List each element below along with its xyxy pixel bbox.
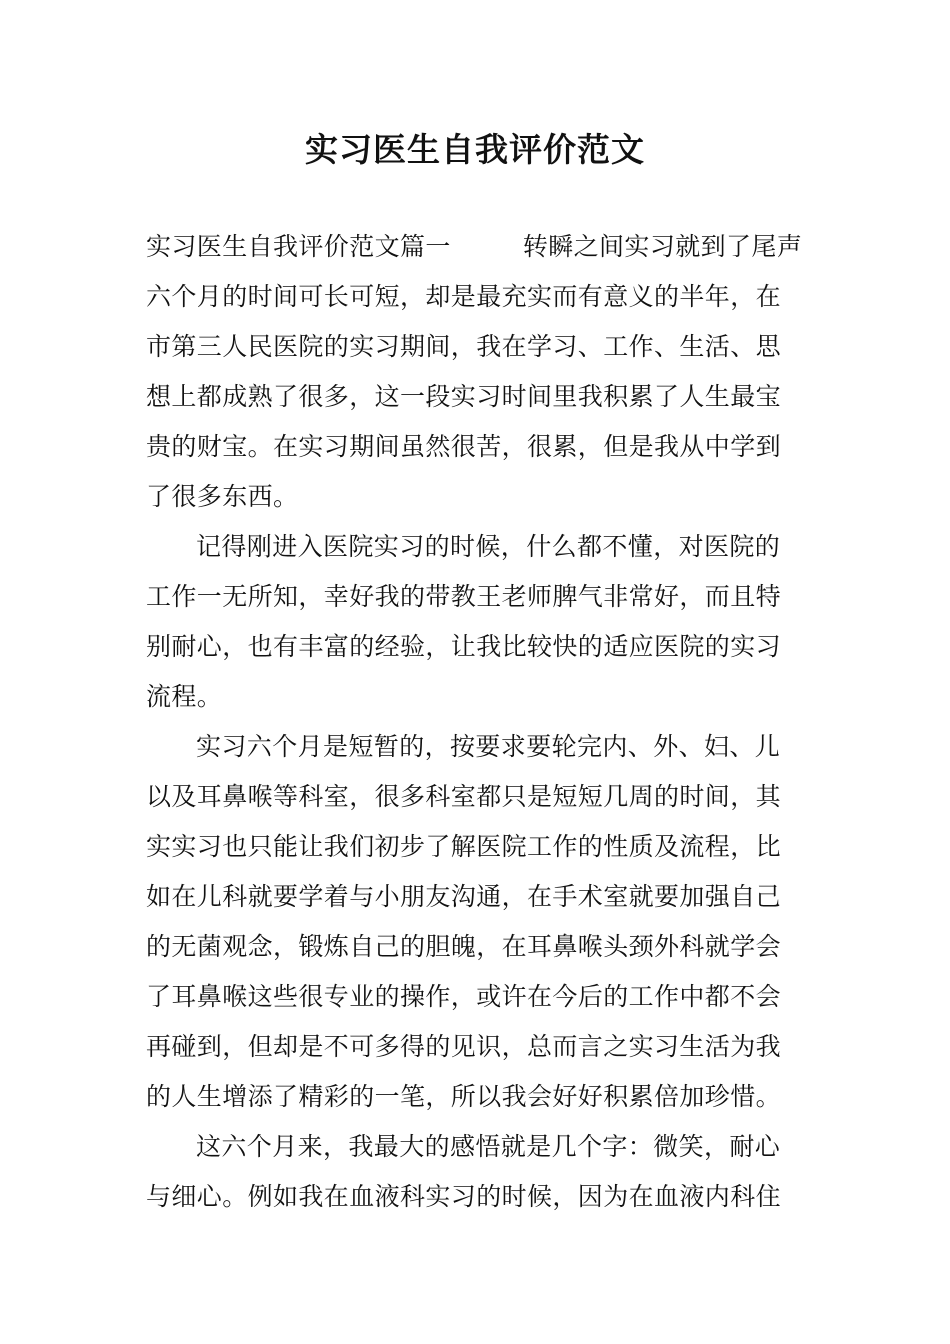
text-line-7: 记得刚进入医院实习的时候，什么都不懂，对医院的 xyxy=(196,532,781,561)
text-line-20: 与细心。例如我在血液科实习的时候，因为在血液内科住 xyxy=(146,1182,782,1211)
section-heading: 实习医生自我评价范文篇一 xyxy=(146,232,451,261)
text-line-11: 实习六个月是短暂的，按要求要轮完内、外、妇、儿 xyxy=(196,732,781,761)
text-line-12: 以及耳鼻喉等科室，很多科室都只是短短几周的时间，其 xyxy=(146,782,782,811)
text-line-2: 六个月的时间可长可短，却是最充实而有意义的半年，在 xyxy=(146,282,782,311)
text-line-17: 再碰到，但却是不可多得的见识，总而言之实习生活为我 xyxy=(146,1032,782,1061)
text-line-3: 市第三人民医院的实习期间，我在学习、工作、生活、思 xyxy=(146,332,782,361)
text-line-8: 工作一无所知，幸好我的带教王老师脾气非常好，而且特 xyxy=(146,582,782,611)
document-title: 实习医生自我评价范文 xyxy=(305,130,645,169)
text-line-1 xyxy=(146,222,808,272)
text-line-15: 的无菌观念，锻炼自己的胆魄，在耳鼻喉头颈外科就学会 xyxy=(146,932,782,961)
section-first-sentence: 转瞬之间实习就到了尾声 xyxy=(522,232,803,261)
text-line-5: 贵的财宝。在实习期间虽然很苦，很累，但是我从中学到 xyxy=(146,432,782,461)
text-line-18: 的人生增添了精彩的一笔，所以我会好好积累倍加珍惜。 xyxy=(146,1082,782,1111)
text-line-13: 实实习也只能让我们初步了解医院工作的性质及流程，比 xyxy=(146,832,782,861)
text-line-10: 流程。 xyxy=(146,682,223,711)
text-line-16: 了耳鼻喉这些很专业的操作，或许在今后的工作中都不会 xyxy=(146,982,782,1011)
text-line-4: 想上都成熟了很多，这一段实习时间里我积累了人生最宝 xyxy=(146,382,782,411)
text-line-14: 如在儿科就要学着与小朋友沟通，在手术室就要加强自己 xyxy=(146,882,782,911)
text-line-9: 别耐心，也有丰富的经验，让我比较快的适应医院的实习 xyxy=(146,632,782,661)
text-line-6: 了很多东西。 xyxy=(146,482,299,511)
text-line-19: 这六个月来，我最大的感悟就是几个字：微笑，耐心 xyxy=(196,1132,781,1161)
